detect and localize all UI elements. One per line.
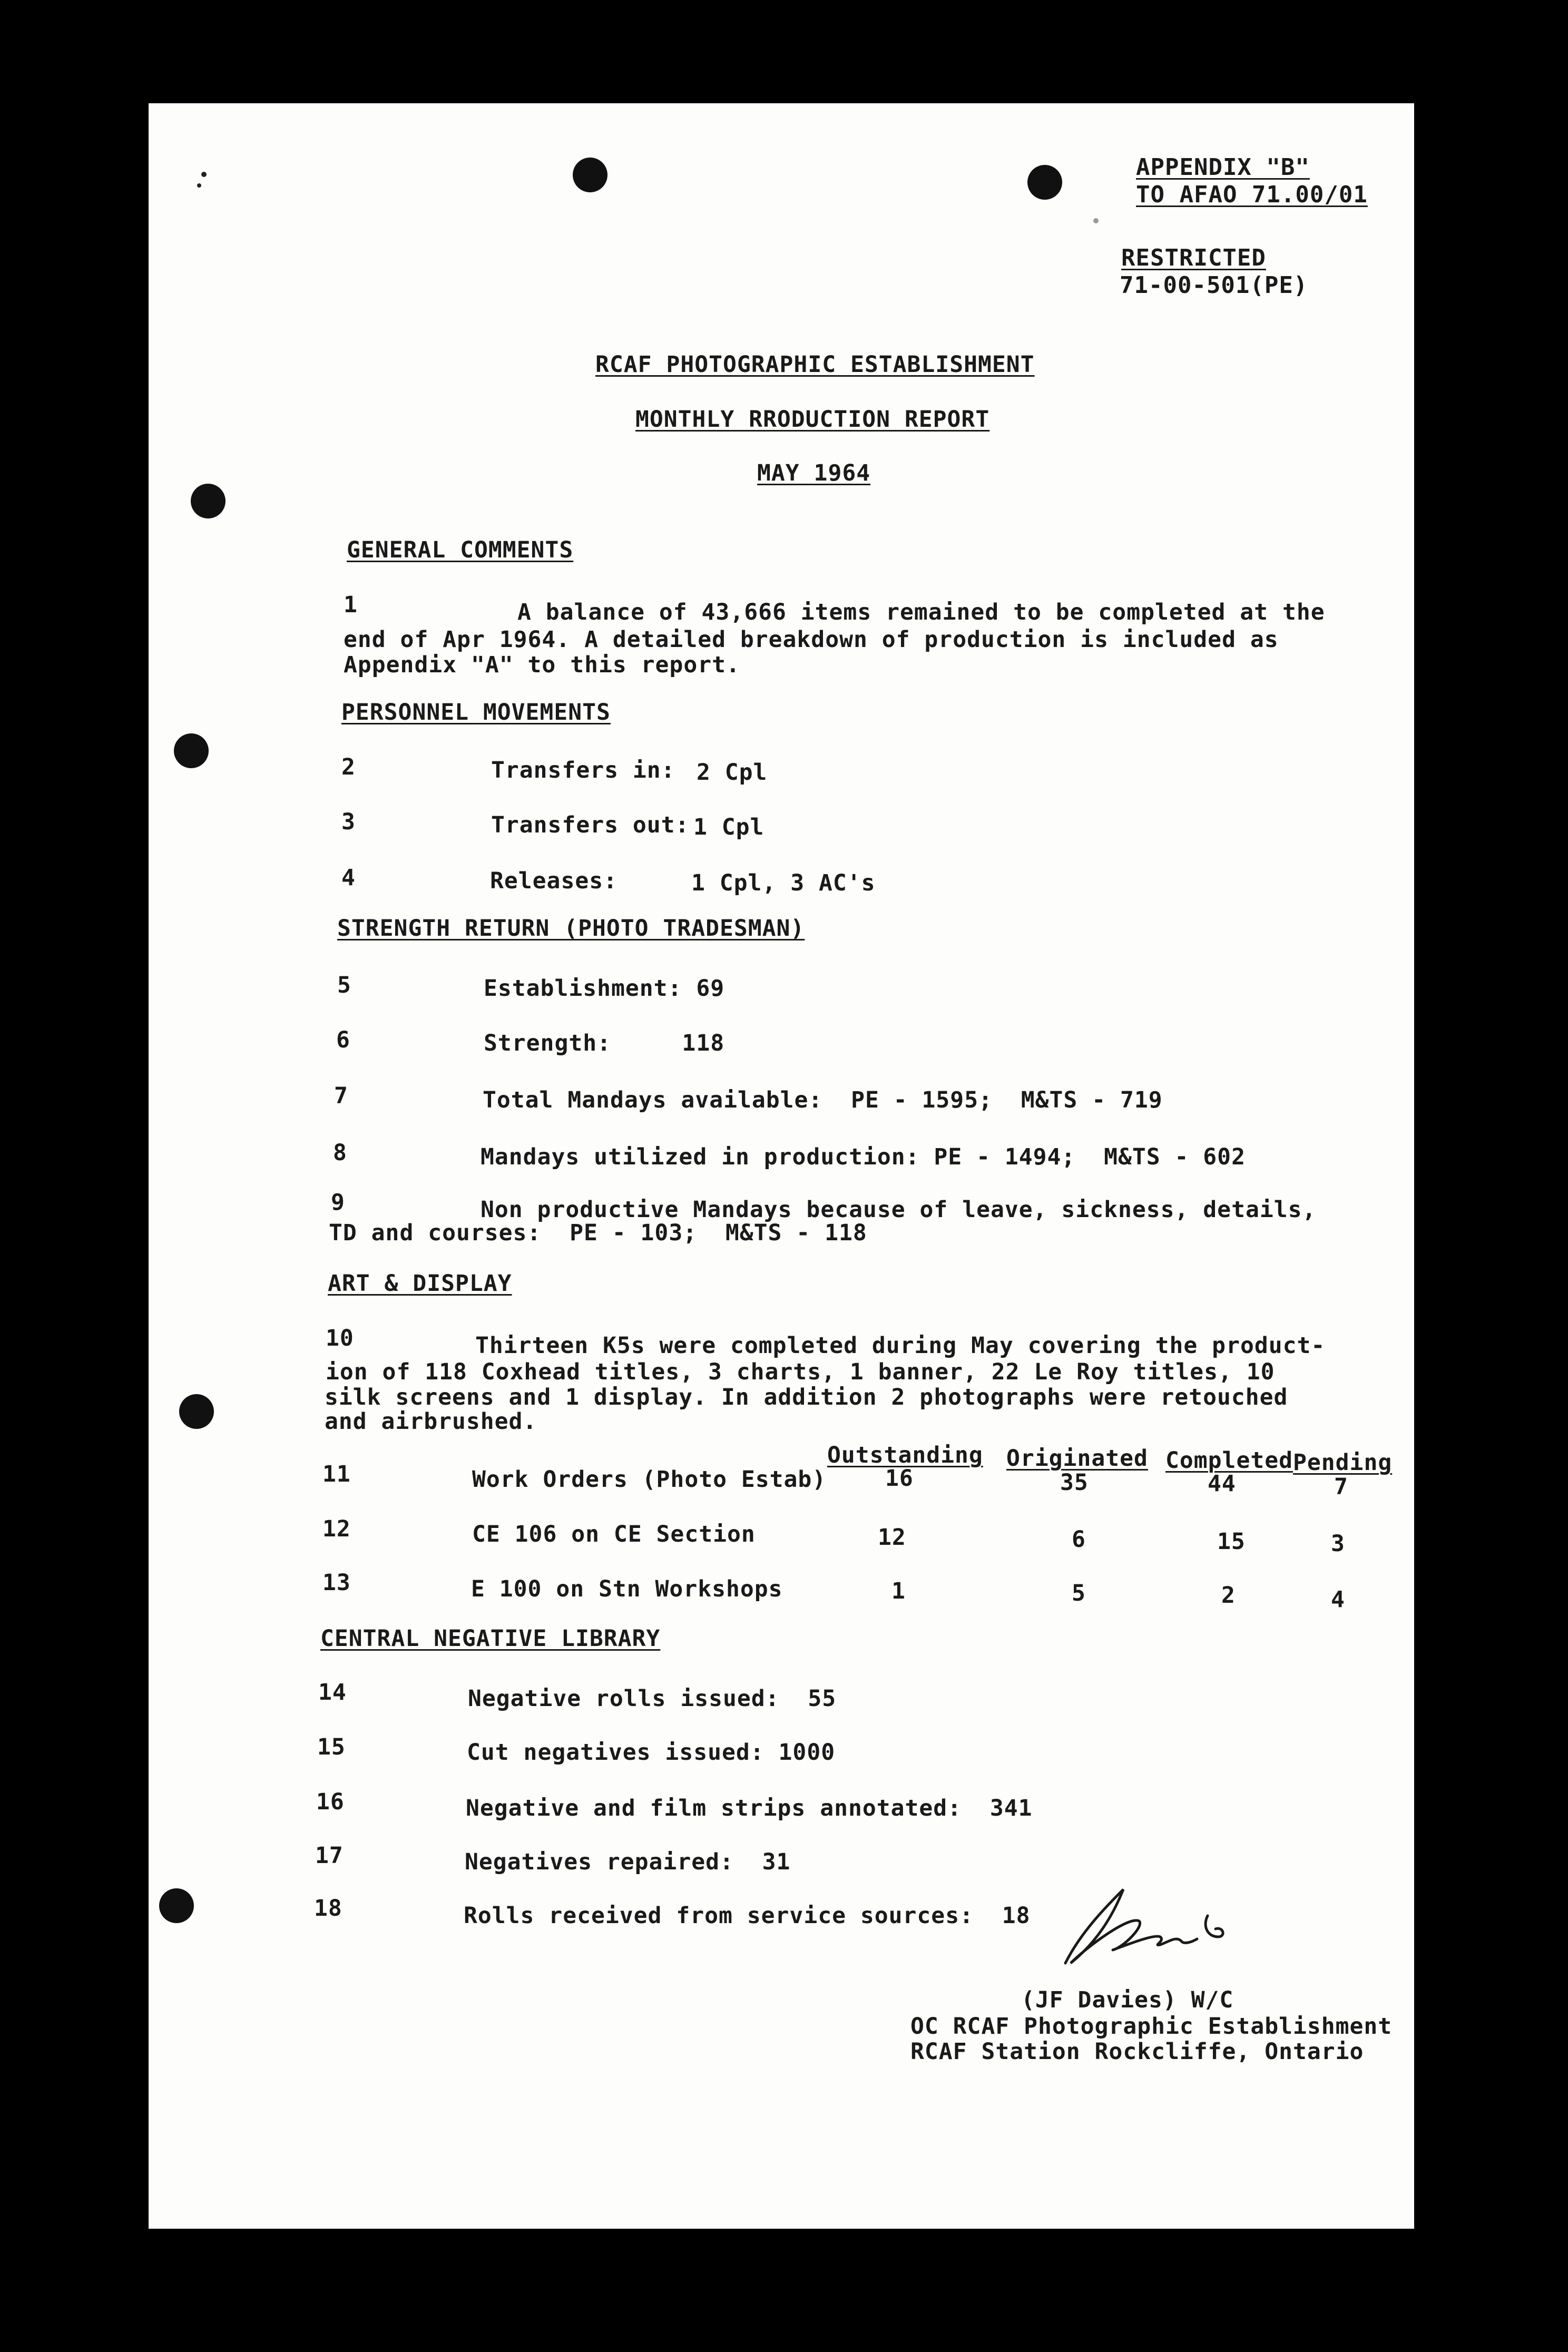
report-title: MONTHLY RRODUCTION REPORT (635, 406, 990, 433)
signatory-title: OC RCAF Photographic Establishment (910, 2013, 1393, 2040)
paragraph-number: 10 (326, 1325, 354, 1351)
paragraph-10-line-4: and airbrushed. (325, 1408, 537, 1435)
mandays-available-line: Total Mandays available: PE - 1595; M&TS - 719 (483, 1087, 1163, 1113)
column-header-originated: Originated (1006, 1445, 1148, 1472)
punch-hole-margin-3 (179, 1394, 214, 1429)
paragraph-number: 5 (337, 972, 351, 998)
table-cell-originated: 5 (1072, 1580, 1086, 1606)
speck (201, 172, 207, 177)
strength-line: Strength: 118 (484, 1030, 725, 1056)
paragraph-number: 7 (334, 1083, 348, 1109)
table-cell-pending: 4 (1331, 1586, 1345, 1613)
handwritten-signature (1034, 1884, 1255, 1974)
paragraph-number: 17 (315, 1843, 344, 1869)
table-cell-outstanding: 16 (885, 1465, 914, 1492)
punch-hole-margin-1 (191, 484, 226, 518)
table-row-number: 11 (322, 1461, 351, 1487)
paragraph-number: 18 (314, 1895, 342, 1922)
cut-negatives-issued-line: Cut negatives issued: 1000 (467, 1739, 836, 1766)
signatory-location: RCAF Station Rockcliffe, Ontario (910, 2039, 1364, 2065)
paragraph-1-line-2: end of Apr 1964. A detailed breakdown of production is included as (344, 626, 1279, 653)
paragraph-number: 8 (333, 1140, 347, 1166)
section-heading-strength-return: STRENGTH RETURN (PHOTO TRADESMAN) (337, 915, 805, 942)
table-cell-pending: 3 (1331, 1531, 1345, 1557)
film-strips-annotated-line: Negative and film strips annotated: 341 (466, 1795, 1033, 1821)
punch-hole-top-right (1027, 165, 1062, 200)
table-row-label: Work Orders (Photo Estab) (472, 1466, 827, 1493)
classification-label: RESTRICTED (1121, 244, 1266, 271)
paragraph-number: 14 (318, 1679, 347, 1706)
punch-hole-margin-2 (174, 733, 209, 768)
table-cell-pending: 7 (1334, 1474, 1348, 1500)
paragraph-1-line-3: Appendix "A" to this report. (344, 652, 740, 678)
speck (197, 183, 201, 188)
table-cell-originated: 35 (1060, 1469, 1089, 1496)
paragraph-number: 9 (331, 1189, 345, 1216)
negative-rolls-issued-line: Negative rolls issued: 55 (468, 1685, 837, 1712)
transfers-out-label: Transfers out: (491, 812, 690, 838)
table-cell-outstanding: 12 (878, 1524, 906, 1551)
negatives-repaired-line: Negatives repaired: 31 (465, 1849, 791, 1875)
punch-hole-margin-4 (159, 1888, 194, 1923)
column-header-pending: Pending (1293, 1449, 1393, 1476)
appendix-reference: TO AFAO 71.00/01 (1136, 181, 1368, 208)
section-heading-central-negative-library: CENTRAL NEGATIVE LIBRARY (320, 1625, 661, 1652)
paragraph-number: 2 (341, 754, 356, 780)
section-heading-personnel-movements: PERSONNEL MOVEMENTS (341, 699, 611, 726)
file-number: 71-00-501(PE) (1120, 272, 1308, 299)
paragraph-number: 1 (344, 592, 358, 618)
report-period: MAY 1964 (757, 460, 871, 486)
table-row-label: E 100 on Stn Workshops (471, 1576, 783, 1602)
paragraph-number: 3 (341, 809, 356, 835)
releases-label: Releases: (490, 868, 618, 894)
punch-hole-top-left (573, 158, 607, 192)
column-header-completed: Completed (1165, 1447, 1293, 1474)
paragraph-number: 4 (341, 865, 356, 891)
paragraph-number: 15 (317, 1734, 346, 1760)
table-cell-completed: 15 (1217, 1528, 1246, 1555)
document-page (149, 103, 1414, 2229)
mandays-utilized-line: Mandays utilized in production: PE - 1494; M&TS - 602 (481, 1144, 1246, 1170)
transfers-in-value: 2 Cpl (697, 759, 768, 786)
releases-value: 1 Cpl, 3 AC's (691, 870, 876, 896)
transfers-out-value: 1 Cpl (693, 814, 765, 840)
table-row-number: 13 (322, 1570, 351, 1596)
table-cell-completed: 2 (1221, 1582, 1236, 1609)
paragraph-10-line-3: silk screens and 1 display. In addition 2 photographs were retouched (325, 1384, 1288, 1410)
table-row-label: CE 106 on CE Section (472, 1521, 756, 1547)
speck (1093, 218, 1099, 223)
table-cell-completed: 44 (1208, 1471, 1236, 1497)
paragraph-10-line-1: Thirteen K5s were completed during May covering the product- (475, 1332, 1326, 1359)
paragraph-number: 6 (336, 1027, 350, 1053)
signatory-name: (JF Davies) W/C (1021, 1987, 1234, 2013)
paragraph-10-line-2: ion of 118 Coxhead titles, 3 charts, 1 banner, 22 Le Roy titles, 10 (326, 1359, 1275, 1385)
paragraph-1-line-1: A balance of 43,666 items remained to be completed at the (517, 599, 1325, 625)
table-cell-outstanding: 1 (891, 1578, 906, 1604)
paragraph-9-line-1: Non productive Mandays because of leave, sickness, details, (481, 1197, 1317, 1223)
table-cell-originated: 6 (1072, 1526, 1086, 1553)
appendix-label: APPENDIX "B" (1136, 154, 1310, 181)
paragraph-9-line-2: TD and courses: PE - 103; M&TS - 118 (329, 1220, 867, 1246)
column-header-outstanding: Outstanding (827, 1442, 983, 1468)
transfers-in-label: Transfers in: (491, 757, 675, 783)
table-row-number: 12 (322, 1516, 351, 1542)
rolls-received-line: Rolls received from service sources: 18 (464, 1903, 1031, 1929)
paragraph-number: 16 (316, 1789, 345, 1815)
section-heading-general-comments: GENERAL COMMENTS (347, 537, 574, 563)
section-heading-art-display: ART & DISPLAY (328, 1270, 512, 1297)
organization-title: RCAF PHOTOGRAPHIC ESTABLISHMENT (595, 351, 1035, 378)
establishment-line: Establishment: 69 (484, 975, 725, 1002)
